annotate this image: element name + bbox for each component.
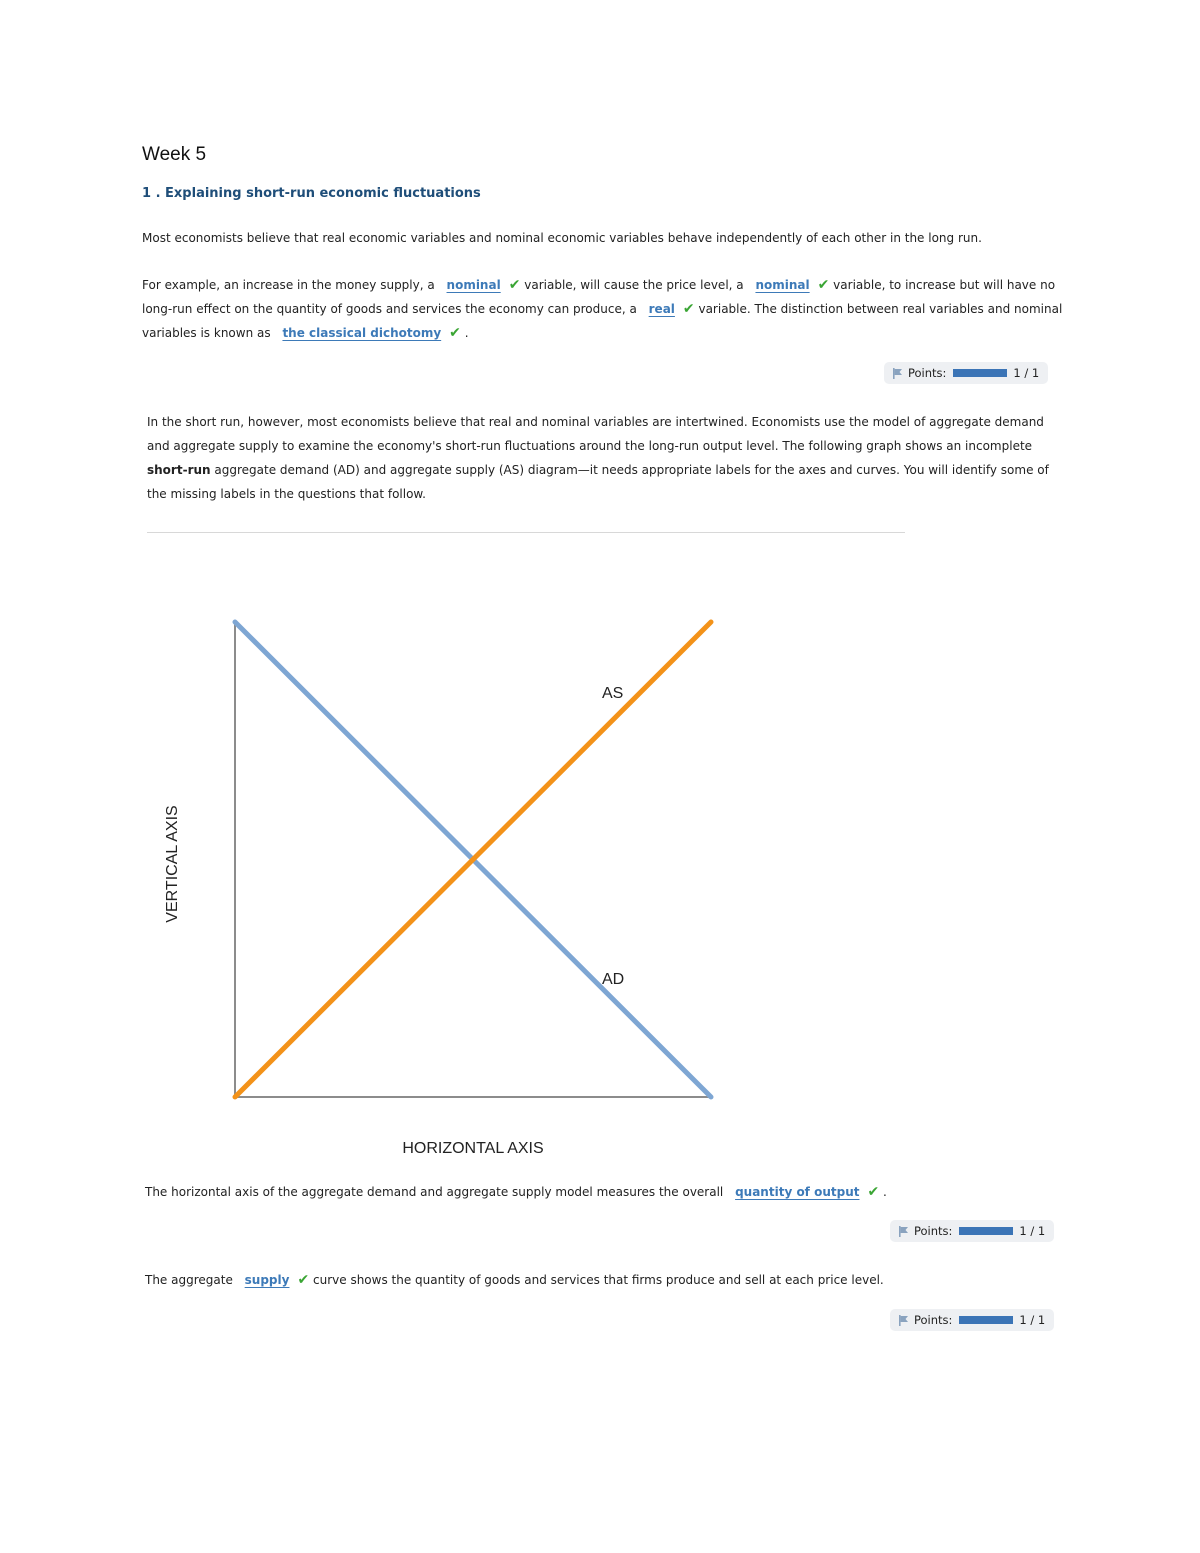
- example-text-1: For example, an increase in the money supply, a: [142, 278, 439, 292]
- horizontal-q-text-1: The horizontal axis of the aggregate demand and aggregate supply model measures the overall: [145, 1185, 728, 1199]
- example-text-5: .: [460, 326, 469, 340]
- horizontal-axis-question: [145, 1180, 1075, 1204]
- supply-curve-question: [145, 1268, 1075, 1292]
- answer-nominal-1[interactable]: nominal: [446, 278, 501, 292]
- example-text-3: variable, to increase but will have no long-run effect on the quantity of goods and services the economy can produce, a: [142, 278, 1056, 316]
- check-icon: ✔: [682, 301, 695, 317]
- points-score: 1 / 1: [1019, 1313, 1046, 1327]
- answer-quantity-of-output[interactable]: quantity of output: [735, 1185, 860, 1199]
- flag-icon: [898, 1226, 909, 1237]
- points-progress-bar: [953, 369, 1007, 377]
- points-badge: [890, 1220, 1054, 1242]
- intro-paragraph: Most economists believe that real economic variables and nominal economic variables behave independently of each other in the long run.: [142, 231, 982, 245]
- supply-q-text-2: curve shows the quantity of goods and services that firms produce and sell at each price level.: [309, 1273, 884, 1287]
- answer-supply[interactable]: supply: [244, 1273, 290, 1287]
- answer-classical-dichotomy[interactable]: the classical dichotomy: [282, 326, 442, 340]
- points-score: 1 / 1: [1019, 1224, 1046, 1238]
- answer-real[interactable]: real: [648, 302, 675, 316]
- check-icon: ✔: [508, 277, 521, 293]
- example-paragraph: [142, 273, 1072, 345]
- horizontal-q-text-2: .: [879, 1185, 887, 1199]
- points-progress-bar: [959, 1316, 1013, 1324]
- short-run-text-2: aggregate demand (AD) and aggregate supply (AS) diagram—it needs appropriate labels for the axes and curves. You will identify some of the missing labels in the questions that follow.: [147, 463, 1049, 501]
- vertical-axis-label: VERTICAL AXIS: [164, 805, 181, 923]
- question-heading: 1 . Explaining short-run economic fluctuations: [142, 186, 481, 201]
- horizontal-axis-label: HORIZONTAL AXIS: [402, 1140, 544, 1157]
- as-curve-label: AS: [602, 685, 624, 702]
- check-icon: ✔: [867, 1184, 880, 1200]
- supply-q-text-1: The aggregate: [145, 1273, 237, 1287]
- points-label: Points:: [908, 366, 947, 380]
- ad-curve-label: AD: [602, 971, 625, 988]
- flag-icon: [898, 1315, 909, 1326]
- check-icon: ✔: [297, 1272, 310, 1288]
- document-title: Week 5: [142, 144, 207, 165]
- short-run-text-1: In the short run, however, most economists believe that real and nominal variables are intertwined. Economists use the model of aggregate demand and aggregate supply to examine the economy's short-run fluctuations around the long-run output level. The following graph shows an incomplete: [147, 415, 1044, 453]
- answer-nominal-2[interactable]: nominal: [755, 278, 810, 292]
- points-label: Points:: [914, 1313, 953, 1327]
- example-text-2: variable, will cause the price level, a: [520, 278, 748, 292]
- divider: [147, 532, 905, 533]
- ad-as-graph: [150, 600, 770, 1170]
- short-run-bold: short-run: [147, 463, 211, 477]
- example-text-4: variable. The distinction between real variables and nominal variables is known as: [142, 302, 1063, 340]
- check-icon: ✔: [817, 277, 830, 293]
- points-label: Points:: [914, 1224, 953, 1238]
- check-icon: ✔: [449, 325, 461, 341]
- points-score: 1 / 1: [1013, 366, 1040, 380]
- flag-icon: [892, 368, 903, 379]
- short-run-paragraph: [147, 410, 1052, 506]
- points-badge: [890, 1309, 1054, 1331]
- points-badge: [884, 362, 1048, 384]
- points-progress-bar: [959, 1227, 1013, 1235]
